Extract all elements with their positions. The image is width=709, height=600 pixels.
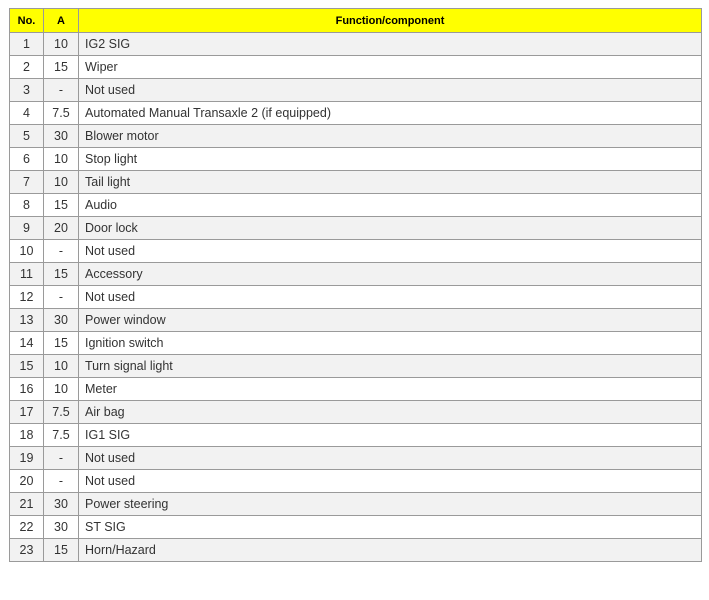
cell-amp: 15 xyxy=(44,539,79,562)
cell-function: Not used xyxy=(79,79,702,102)
cell-no: 2 xyxy=(10,56,44,79)
cell-amp: 15 xyxy=(44,194,79,217)
cell-no: 17 xyxy=(10,401,44,424)
table-row xyxy=(10,424,702,447)
header-function: Function/component xyxy=(79,9,702,33)
cell-no: 9 xyxy=(10,217,44,240)
table-row xyxy=(10,263,702,286)
table-row xyxy=(10,378,702,401)
cell-amp: 30 xyxy=(44,516,79,539)
cell-no: 4 xyxy=(10,102,44,125)
cell-function: IG2 SIG xyxy=(79,33,702,56)
table-row xyxy=(10,240,702,263)
table-row xyxy=(10,332,702,355)
cell-amp: 15 xyxy=(44,56,79,79)
cell-function: Door lock xyxy=(79,217,702,240)
table-row xyxy=(10,102,702,125)
cell-function: Accessory xyxy=(79,263,702,286)
cell-amp: 15 xyxy=(44,263,79,286)
header-amp: A xyxy=(44,9,79,33)
cell-no: 6 xyxy=(10,148,44,171)
cell-function: Wiper xyxy=(79,56,702,79)
cell-function: Power window xyxy=(79,309,702,332)
cell-amp: - xyxy=(44,470,79,493)
table-row xyxy=(10,56,702,79)
table-row xyxy=(10,286,702,309)
cell-amp: 30 xyxy=(44,309,79,332)
cell-no: 22 xyxy=(10,516,44,539)
cell-no: 1 xyxy=(10,33,44,56)
cell-amp: 15 xyxy=(44,332,79,355)
table-row xyxy=(10,309,702,332)
cell-no: 12 xyxy=(10,286,44,309)
table-row xyxy=(10,194,702,217)
cell-no: 11 xyxy=(10,263,44,286)
cell-no: 23 xyxy=(10,539,44,562)
cell-function: Horn/Hazard xyxy=(79,539,702,562)
cell-no: 5 xyxy=(10,125,44,148)
table-row xyxy=(10,217,702,240)
table-row xyxy=(10,171,702,194)
cell-function: Not used xyxy=(79,286,702,309)
table-row xyxy=(10,33,702,56)
cell-function: Tail light xyxy=(79,171,702,194)
cell-no: 8 xyxy=(10,194,44,217)
cell-amp: 10 xyxy=(44,171,79,194)
cell-amp: 10 xyxy=(44,355,79,378)
cell-amp: 10 xyxy=(44,148,79,171)
cell-amp: 30 xyxy=(44,125,79,148)
fuse-table xyxy=(9,8,702,562)
table-body xyxy=(10,33,702,562)
cell-function: Audio xyxy=(79,194,702,217)
cell-function: Not used xyxy=(79,240,702,263)
cell-amp: 7.5 xyxy=(44,102,79,125)
cell-function: Air bag xyxy=(79,401,702,424)
cell-function: Blower motor xyxy=(79,125,702,148)
cell-no: 14 xyxy=(10,332,44,355)
table-row xyxy=(10,148,702,171)
table-header xyxy=(10,9,702,33)
cell-amp: 10 xyxy=(44,33,79,56)
table-row xyxy=(10,447,702,470)
table-row xyxy=(10,493,702,516)
cell-no: 20 xyxy=(10,470,44,493)
cell-no: 3 xyxy=(10,79,44,102)
cell-function: Automated Manual Transaxle 2 (if equipped) xyxy=(79,102,702,125)
cell-amp: - xyxy=(44,447,79,470)
cell-amp: 20 xyxy=(44,217,79,240)
cell-function: Not used xyxy=(79,447,702,470)
cell-amp: 7.5 xyxy=(44,401,79,424)
table-row xyxy=(10,539,702,562)
cell-no: 10 xyxy=(10,240,44,263)
cell-amp: 7.5 xyxy=(44,424,79,447)
header-no: No. xyxy=(10,9,44,33)
cell-no: 19 xyxy=(10,447,44,470)
cell-function: Power steering xyxy=(79,493,702,516)
cell-function: Not used xyxy=(79,470,702,493)
table-row xyxy=(10,355,702,378)
cell-no: 18 xyxy=(10,424,44,447)
table-row xyxy=(10,516,702,539)
table-row xyxy=(10,470,702,493)
cell-amp: - xyxy=(44,286,79,309)
table-row xyxy=(10,125,702,148)
table-row xyxy=(10,401,702,424)
cell-no: 7 xyxy=(10,171,44,194)
cell-function: ST SIG xyxy=(79,516,702,539)
cell-function: Ignition switch xyxy=(79,332,702,355)
header-row xyxy=(10,9,702,33)
cell-function: IG1 SIG xyxy=(79,424,702,447)
table-row xyxy=(10,79,702,102)
cell-no: 21 xyxy=(10,493,44,516)
cell-no: 16 xyxy=(10,378,44,401)
cell-no: 15 xyxy=(10,355,44,378)
cell-function: Meter xyxy=(79,378,702,401)
cell-amp: - xyxy=(44,240,79,263)
cell-function: Stop light xyxy=(79,148,702,171)
cell-function: Turn signal light xyxy=(79,355,702,378)
cell-amp: 10 xyxy=(44,378,79,401)
cell-amp: 30 xyxy=(44,493,79,516)
cell-amp: - xyxy=(44,79,79,102)
cell-no: 13 xyxy=(10,309,44,332)
